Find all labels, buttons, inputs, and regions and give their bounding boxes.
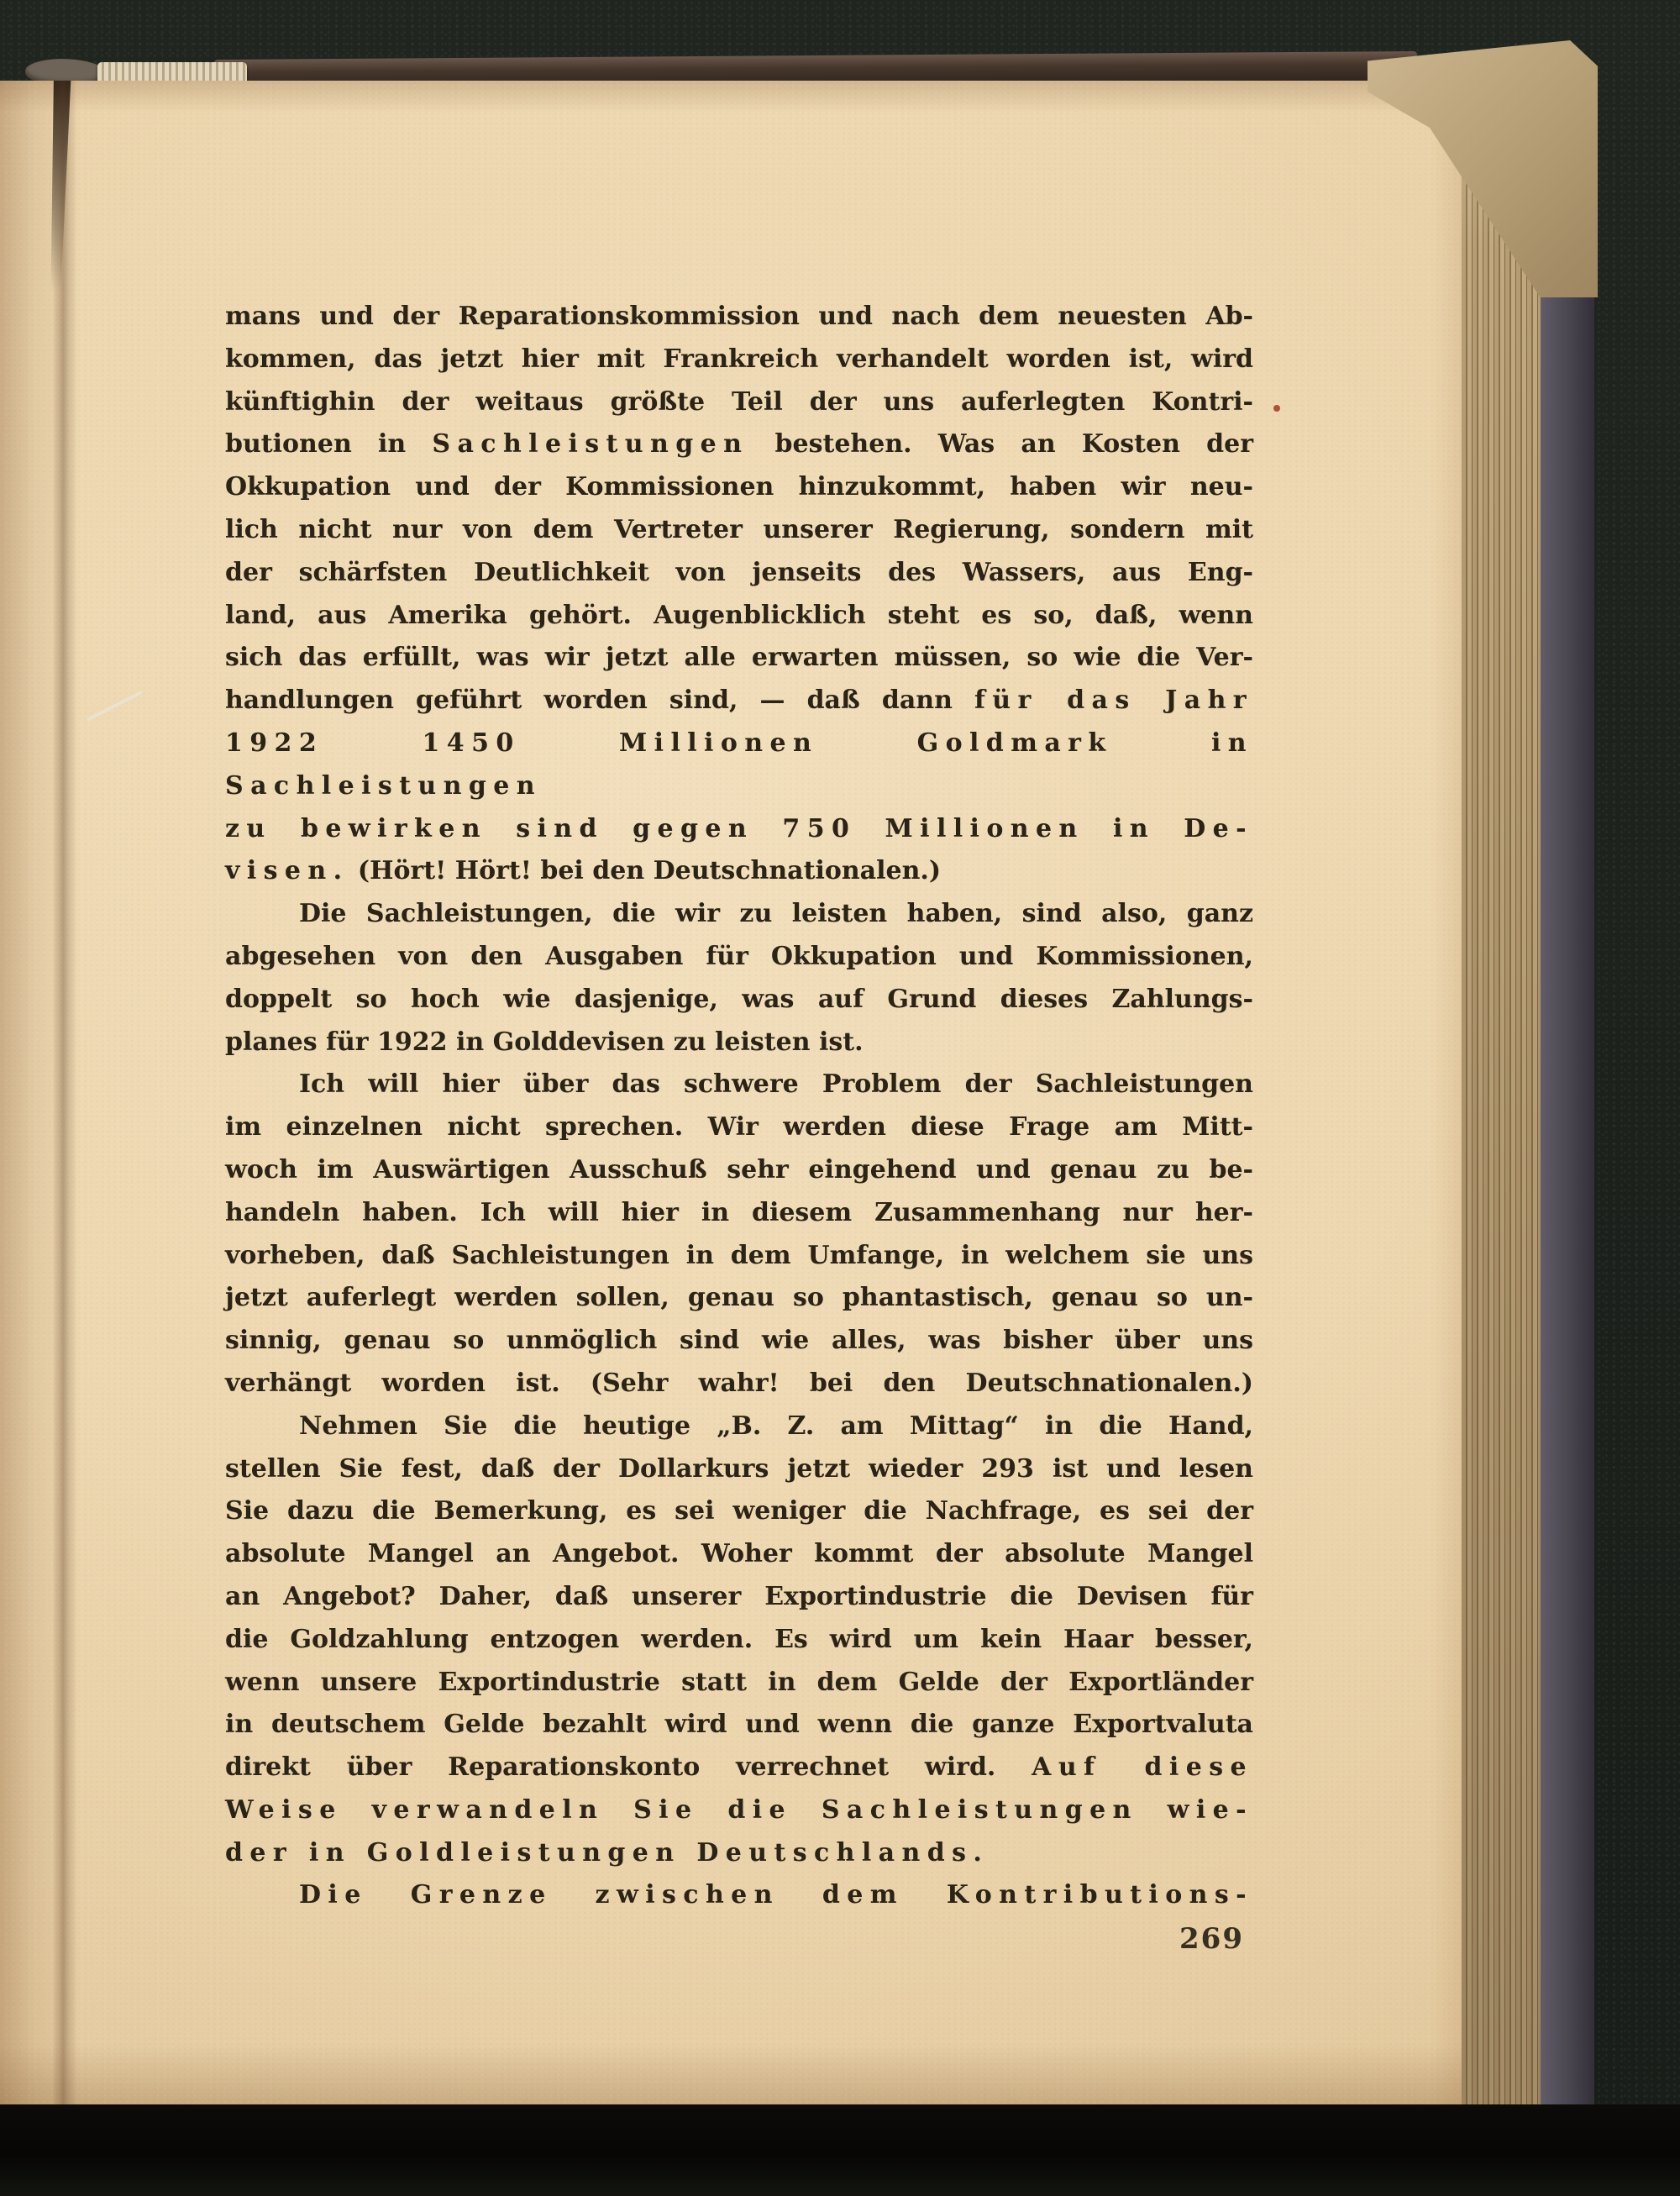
scratch-mark — [87, 690, 144, 721]
text-segment: der schärfsten Deutlichkeit von jenseits des Wassers, aus Eng- — [225, 557, 1253, 587]
text-line — [225, 1832, 1253, 1875]
text-segment: abgesehen von den Ausgaben für Okkupation und Kommissionen, — [225, 941, 1253, 971]
text-line — [225, 1363, 1253, 1405]
text-segment: in deutschem Gelde bezahlt wird und wenn die ganze Exportvaluta — [225, 1710, 1253, 1740]
letterspaced-text: der in Goldleistungen Deutschlands. — [225, 1837, 990, 1868]
text-segment: bestehen. Was an Kosten der — [748, 429, 1254, 460]
text-line — [225, 1277, 1253, 1320]
text-segment: mans und der Reparationskommission und nach dem neuesten Ab- — [225, 302, 1253, 331]
text-line — [225, 1149, 1253, 1192]
text-segment: Sie dazu die Bemerkung, es sei weniger die Nachfrage, es sei der — [225, 1496, 1253, 1526]
text-segment: Die Sachleistungen, die wir zu leisten haben, sind also, ganz — [299, 899, 1253, 929]
book-bottom-shadow — [0, 2104, 1680, 2196]
text-line — [225, 381, 1253, 424]
text-line — [225, 1662, 1253, 1705]
text-segment: butionen in — [225, 429, 433, 460]
book-cover-right-edge — [1541, 271, 1594, 2107]
book-page — [0, 81, 1477, 2107]
letterspaced-text: 1922 1450 Millionen Goldmark in Sachleistungen — [225, 728, 1253, 801]
text-line — [225, 595, 1253, 638]
text-line — [225, 1064, 1253, 1106]
letterspaced-text: Weise verwandeln Sie die Sachleistungen wie- — [225, 1794, 1253, 1825]
letterspaced-text: visen. — [225, 856, 349, 886]
text-line — [225, 1448, 1253, 1491]
letterspaced-text: für das Jahr — [974, 686, 1253, 716]
letterspaced-text: Die Grenze zwischen dem Kontributions- — [299, 1880, 1253, 1910]
text-line — [225, 979, 1253, 1022]
text-segment: handeln haben. Ich will hier in diesem Zusammenhang nur her- — [225, 1197, 1253, 1227]
text-line — [225, 339, 1253, 381]
text-segment: im einzelnen nicht sprechen. Wir werden diese Frage am Mitt- — [225, 1112, 1253, 1143]
text-segment: jetzt auferlegt werden sollen, genau so phantastisch, genau so un- — [225, 1283, 1253, 1313]
text-line — [225, 1235, 1253, 1278]
text-line — [225, 637, 1253, 680]
text-segment: wenn unsere Exportindustrie statt in dem Gelde der Exportländer — [225, 1667, 1253, 1697]
page-text-block — [225, 296, 1253, 1917]
text-line — [225, 296, 1253, 339]
text-segment: stellen Sie fest, daß der Dollarkurs jetzt wieder 293 ist und lesen — [225, 1453, 1253, 1484]
text-segment: sich das erfüllt, was wir jetzt alle erwarten müssen, so wie die Ver- — [225, 643, 1253, 673]
text-line — [225, 722, 1253, 808]
text-segment: verhängt worden ist. (Sehr wahr! bei den Deutschnationalen.) — [225, 1368, 1253, 1398]
text-segment: doppelt so hoch wie dasjenige, was auf Grund dieses Zahlungs- — [225, 984, 1253, 1014]
text-line — [225, 1874, 1253, 1917]
text-line — [225, 1789, 1253, 1832]
text-segment: planes für 1922 in Golddevisen zu leisten ist. — [225, 1027, 864, 1057]
text-line — [225, 552, 1253, 595]
text-segment: direkt über Reparationskonto verrechnet wird. — [225, 1752, 1032, 1783]
text-line — [225, 1576, 1253, 1619]
text-line — [225, 509, 1253, 552]
text-line — [225, 680, 1253, 722]
letterspaced-text: zu bewirken sind gegen 750 Millionen in De- — [225, 813, 1253, 843]
text-segment: Okkupation und der Kommissionen hinzukommt, haben wir neu- — [225, 472, 1253, 502]
letterspaced-text: Auf diese — [1032, 1752, 1253, 1783]
text-line — [225, 808, 1253, 851]
text-line — [225, 850, 1253, 893]
text-line — [225, 1022, 1253, 1064]
text-segment: Ich will hier über das schwere Problem der Sachleistungen — [299, 1069, 1253, 1100]
text-line — [225, 1320, 1253, 1363]
text-segment: handlungen geführt worden sind, — daß dann — [225, 686, 974, 716]
text-line — [225, 893, 1253, 936]
text-segment: künftighin der weitaus größte Teil der uns auferlegten Kontri- — [225, 386, 1253, 417]
fore-edge-pages — [1462, 91, 1544, 2107]
red-speck — [1273, 405, 1280, 412]
text-segment: Nehmen Sie die heutige „B. Z. am Mittag“ in die Hand, — [299, 1411, 1253, 1441]
text-line — [225, 936, 1253, 979]
text-segment: kommen, das jetzt hier mit Frankreich verhandelt worden ist, wird — [225, 344, 1253, 374]
text-line — [225, 1704, 1253, 1747]
page-gutter-shadow — [52, 81, 77, 2107]
text-line — [225, 1747, 1253, 1789]
text-segment: an Angebot? Daher, daß unserer Exportindustrie die Devisen für — [225, 1581, 1253, 1611]
letterspaced-text: Sachleistungen — [432, 429, 749, 460]
text-segment: absolute Mangel an Angebot. Woher kommt der absolute Mangel — [225, 1539, 1253, 1569]
text-segment: woch im Auswärtigen Ausschuß sehr eingehend und genau zu be- — [225, 1154, 1253, 1185]
text-line — [225, 466, 1253, 509]
text-line — [225, 1106, 1253, 1149]
text-segment: land, aus Amerika gehört. Augenblicklich steht es so, daß, wenn — [225, 600, 1253, 630]
text-segment: vorheben, daß Sachleistungen in dem Umfange, in welchem sie uns — [225, 1240, 1253, 1270]
text-line — [225, 1619, 1253, 1662]
text-line — [225, 1192, 1253, 1235]
text-line — [225, 1405, 1253, 1448]
text-segment: (Hört! Hört! bei den Deutschnationalen.) — [349, 856, 942, 886]
text-line — [225, 1533, 1253, 1576]
text-line — [225, 1490, 1253, 1533]
text-line — [225, 423, 1253, 466]
page-number: 269 — [1179, 1922, 1244, 1956]
text-segment: die Goldzahlung entzogen werden. Es wird um kein Haar besser, — [225, 1624, 1253, 1654]
text-segment: lich nicht nur von dem Vertreter unserer Regierung, sondern mit — [225, 514, 1253, 544]
text-segment: sinnig, genau so unmöglich sind wie alles, was bisher über uns — [225, 1326, 1253, 1356]
